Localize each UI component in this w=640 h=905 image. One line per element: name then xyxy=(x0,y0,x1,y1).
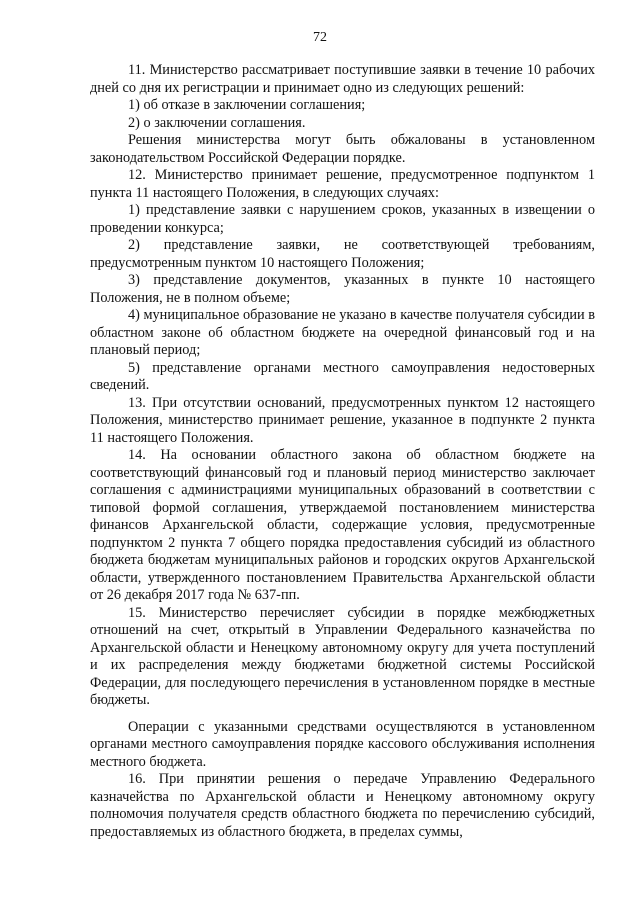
paragraph-11-item-1: 1) об отказе в заключении соглашения; xyxy=(128,97,366,113)
paragraph-12-item-5: 5) представление органами местного самоуправления недостоверных сведений. xyxy=(90,359,595,393)
paragraph-11-appeal: Решения министерства могут быть обжалованы в установленном законодательством Российской Федерации порядке. xyxy=(90,132,595,166)
paragraph-16: 16. При принятии решения о передаче Управлению Федерального казначейства по Архангельской области и Ненецкому автономному округу полномочия получателя средств областного бюджета по перечислению субсидий, предоставляемых из областного бюджета, в пределах суммы, xyxy=(90,771,595,840)
paragraph-12-item-2: 2) представление заявки, не соответствующей требованиям, предусмотренным пунктом 10 настоящего Положения; xyxy=(90,237,595,271)
paragraph-11: 11. Министерство рассматривает поступившие заявки в течение 10 рабочих дней со дня их регистрации и принимает одно из следующих решений: xyxy=(90,62,595,96)
paragraph-12: 12. Министерство принимает решение, предусмотренное подпунктом 1 пункта 11 настоящего Положения, в следующих случаях: xyxy=(90,167,595,201)
paragraph-11-item-2: 2) о заключении соглашения. xyxy=(128,114,306,131)
paragraph-13: 13. При отсутствии оснований, предусмотренных пунктом 12 настоящего Положения, министерство принимает решение, указанное в подпункте 2 пункта 11 настоящего Положения. xyxy=(90,394,595,446)
paragraph-15-operations: Операции с указанными средствами осуществляются в установленном органами местного самоуправления порядке кассового обслуживания исполнения местного бюджета. xyxy=(90,718,595,770)
document-body xyxy=(90,62,595,841)
paragraph-12-item-1: 1) представление заявки с нарушением сроков, указанных в извещении о проведении конкурса; xyxy=(90,202,595,236)
paragraph-12-item-3: 3) представление документов, указанных в пункте 10 настоящего Положения, не в полном объеме; xyxy=(90,272,595,306)
paragraph-15: 15. Министерство перечисляет субсидии в порядке межбюджетных отношений на счет, открытый в Управлении Федерального казначейства по Архангельской области и Ненецкому автономному округу для учета поступлений и их распределения между бюджетами бюджетной системы Российской Федерации, для последующего перечисления в установленном порядке в местные бюджеты. xyxy=(90,604,595,708)
paragraph-14: 14. На основании областного закона об областном бюджете на соответствующий финансовый год и плановый период министерство заключает соглашения с администрациями муниципальных образований в соответствии с типовой формой соглашения, утверждаемой постановлением министерства финансов Архангельской области, содержащие условия, предусмотренные подпунктом 2 пункта 7 общего порядка предоставления субсидий из областного бюджета бюджетам муниципальных районов и городских округов Архангельской области, утвержденного постановлением Правительства Архангельской области от 26 декабря 2017 года № 637-пп. xyxy=(90,447,595,603)
page-number: 72 xyxy=(313,30,327,45)
paragraph-12-item-4: 4) муниципальное образование не указано в качестве получателя субсидии в областном законе об областном бюджете на очередной финансовый год и на плановый период; xyxy=(90,307,596,358)
